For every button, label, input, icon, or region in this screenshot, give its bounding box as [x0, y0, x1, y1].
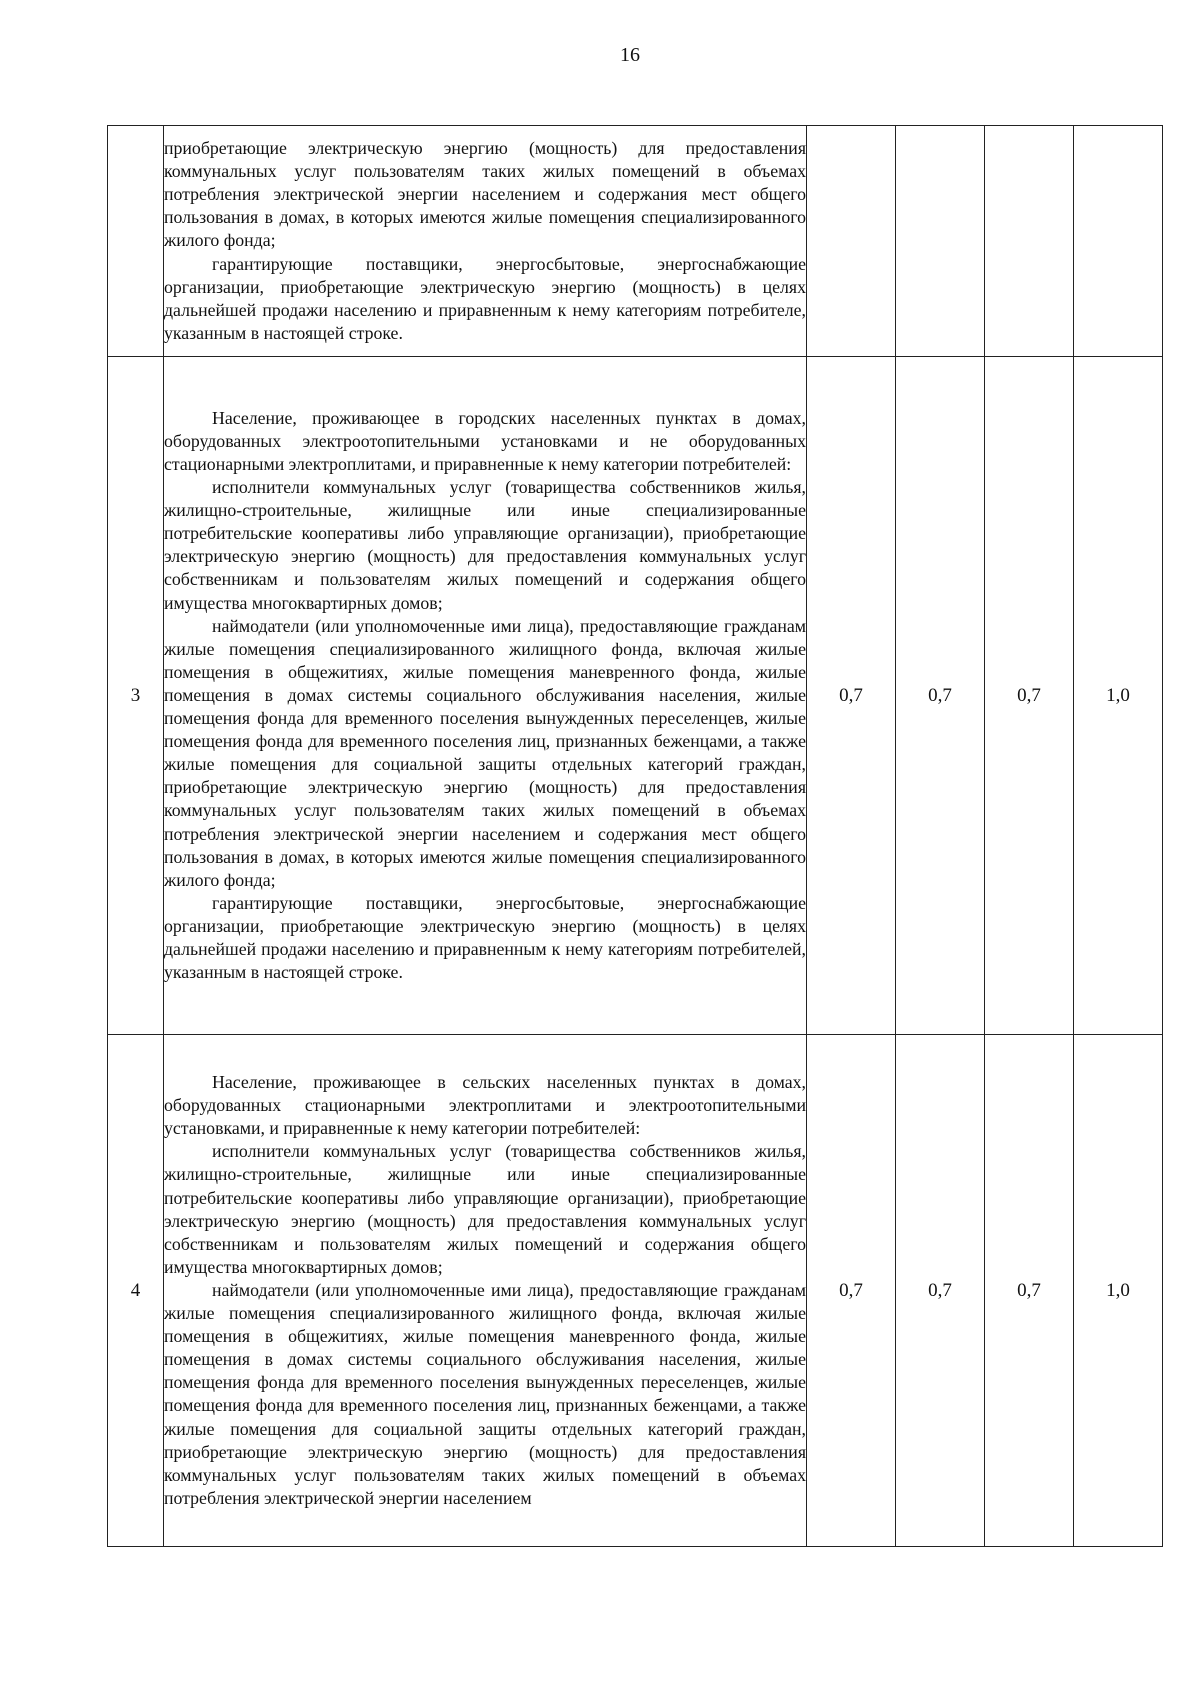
row-number-cell: [108, 126, 164, 357]
description-paragraph: гарантирующие поставщики, энергосбытовые, энергоснабжающие организации, приобретающие электрическую энергию (мощность) в целях дальнейшей продажи населению и приравненным к нему категориям потребителе, указанным в настоящей строке.: [164, 253, 806, 343]
value-cell: [807, 126, 896, 357]
value-cell: 1,0: [1074, 357, 1163, 1035]
table-row: [108, 1035, 1163, 1547]
value-cell: 0,7: [807, 357, 896, 1035]
description-paragraph: Население, проживающее в сельских населенных пунктах в домах, оборудованных стационарными электроплитами и электроотопительными установками, и приравненные к нему категории потребителей:: [164, 1072, 806, 1139]
description-paragraph: исполнители коммунальных услуг (товарищества собственников жилья, жилищно-строительные, жилищные или иные специализированные потребительские кооперативы либо управляющие организации), приобретающие электрическую энергию (мощность) для предоставления коммунальных услуг собственникам и пользователям жилых помещений и содержания общего имущества многоквартирных домов;: [164, 477, 806, 613]
value-cell: 0,7: [896, 357, 985, 1035]
table-row: [108, 126, 1163, 357]
value-cell: 0,7: [807, 1035, 896, 1547]
value-cell: 0,7: [896, 1035, 985, 1547]
table-row: [108, 357, 1163, 1035]
value-cell: 0,7: [985, 1035, 1074, 1547]
description-paragraph: приобретающие электрическую энергию (мощность) для предоставления коммунальных услуг пользователям таких жилых помещений в объемах потребления электрической энергии населением и содержания мест общего пользования в домах, в которых имеются жилые помещения специализированного жилого фонда;: [164, 138, 806, 251]
page-number: 16: [620, 44, 640, 66]
row-description-cell: [164, 357, 807, 1035]
description-paragraph: гарантирующие поставщики, энергосбытовые, энергоснабжающие организации, приобретающие электрическую энергию (мощность) в целях дальнейшей продажи населению и приравненным к нему категориям потребителей, указанным в настоящей строке.: [164, 892, 806, 983]
description-paragraph: исполнители коммунальных услуг (товарищества собственников жилья, жилищно-строительные, жилищные или иные специализированные потребительские кооперативы либо управляющие организации), приобретающие электрическую энергию (мощность) для предоставления коммунальных услуг собственникам и пользователям жилых помещений и содержания общего имущества многоквартирных домов;: [164, 1141, 806, 1277]
row-description-cell: [164, 126, 807, 357]
description-paragraph: Население, проживающее в городских населенных пунктах в домах, оборудованных электроотопительными установками и не оборудованных стационарными электроплитами, и приравненные к нему категории потребителей:: [164, 407, 806, 475]
description-paragraph: наймодатели (или уполномоченные ими лица), предоставляющие гражданам жилые помещения специализированного жилищного фонда, включая жилые помещения в общежитиях, жилые помещения маневренного фонда, жилые помещения в домах системы социального обслуживания населения, жилые помещения фонда для временного поселения вынужденных переселенцев, жилые помещения фонда для временного поселения лиц, признанных беженцами, а также жилые помещения для социальной защиты отдельных категорий граждан, приобретающие электрическую энергию (мощность) для предоставления коммунальных услуг пользователям таких жилых помещений в объемах потребления электрической энергии населением и содержания мест общего пользования в домах, в которых имеются жилые помещения специализированного жилого фонда;: [164, 615, 806, 890]
value-cell: 0,7: [985, 357, 1074, 1035]
row-number-cell: 3: [108, 357, 164, 1035]
value-cell: 1,0: [1074, 1035, 1163, 1547]
tariff-coefficients-table: [107, 125, 1163, 1547]
row-number-cell: 4: [108, 1035, 164, 1547]
value-cell: [1074, 126, 1163, 357]
value-cell: [896, 126, 985, 357]
row-description-cell: [164, 1035, 807, 1547]
value-cell: [985, 126, 1074, 357]
description-paragraph: наймодатели (или уполномоченные ими лица), предоставляющие гражданам жилые помещения специализированного жилищного фонда, включая жилые помещения в общежитиях, жилые помещения маневренного фонда, жилые помещения в домах системы социального обслуживания населения, жилые помещения фонда для временного поселения вынужденных переселенцев, жилые помещения фонда для временного поселения лиц, признанных беженцами, а также жилые помещения для социальной защиты отдельных категорий граждан, приобретающие электрическую энергию (мощность) для предоставления коммунальных услуг пользователям таких жилых помещений в объемах потребления электрической энергии населением: [164, 1279, 806, 1508]
